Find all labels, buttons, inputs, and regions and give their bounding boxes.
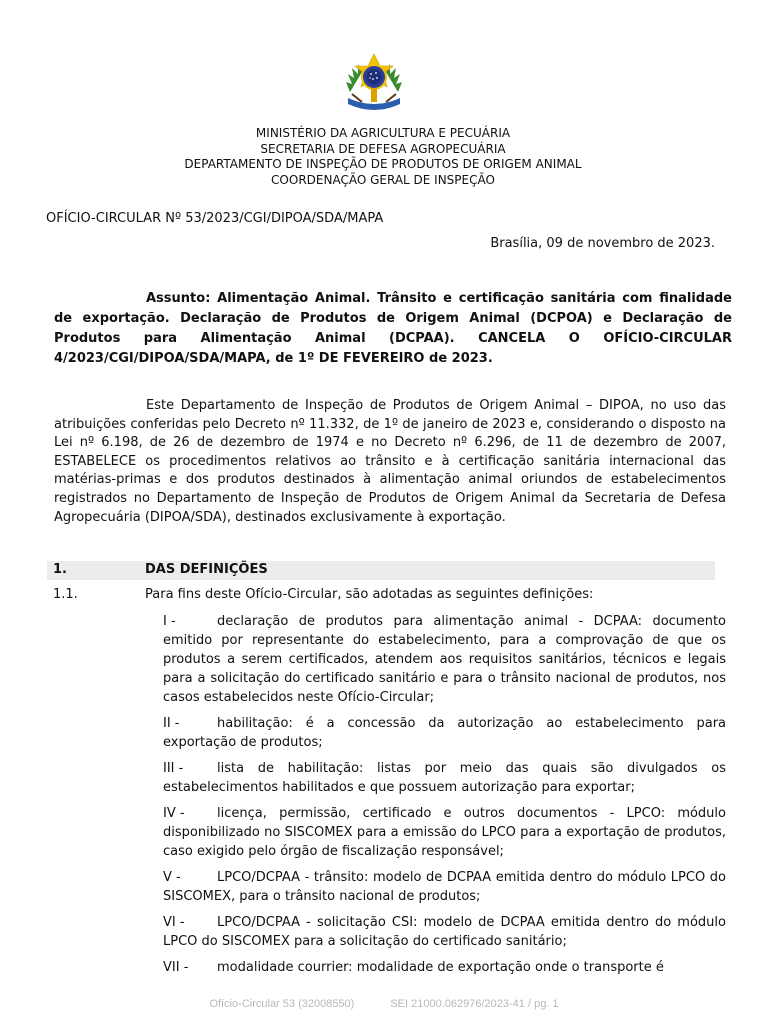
section-number: 1. [53,562,67,577]
secretariat-name: SECRETARIA DE DEFESA AGROPECUÁRIA [260,141,506,156]
definition-text: lista de habilitação: listas por meio das quais são divulgados os estabelecimentos habilitados e que possuem autorização para exportar; [163,761,726,795]
subject-text: : Alimentação Animal. Trânsito e certificação sanitária com finalidade de exportação. Declaração de Produtos de Origem Animal (DCPOA) e Declaração de Produtos para Alimentação Animal (DCPAA). CANCELA O OFÍCIO-CIRCULAR 4/2023/CGI/DIPOA/SDA/MAPA, de 1º DE FEVEREIRO de 2023. [54,291,732,366]
page-footer [0,998,768,1010]
definition-text: licença, permissão, certificado e outros documentos - LPCO: módulo disponibilizado no SISCOMEX para a emissão do LPCO para a exportação de produtos, caso exigido pelo órgão de fiscalização responsável; [163,806,726,859]
definition-item [163,958,726,977]
intro-paragraph [54,397,726,527]
definition-item [163,804,726,861]
document-header [150,126,616,188]
clause-text: Para fins deste Ofício-Circular, são adotadas as seguintes definições: [145,587,594,602]
clause-number: 1.1. [53,587,78,602]
definition-numeral: VII - [163,960,189,975]
definitions-list [163,612,726,984]
coordination-name: COORDENAÇÃO GERAL DE INSPEÇÃO [271,172,495,187]
department-name: DEPARTAMENTO DE INSPEÇÃO DE PRODUTOS DE ORIGEM ANIMAL [184,157,582,171]
definition-numeral: V - [163,870,181,885]
definition-numeral: VI - [163,915,185,930]
ministry-name: MINISTÉRIO DA AGRICULTURA E PECUÁRIA [255,126,511,140]
subject-label: Assunto [146,291,206,306]
date-line: Brasília, 09 de novembro de 2023. [490,236,715,251]
definition-numeral: III - [163,761,184,776]
subject-paragraph [54,289,732,369]
definition-text: LPCO/DCPAA - solicitação CSI: modelo de DCPAA emitida dentro do módulo LPCO do SISCOMEX para a solicitação do certificado sanitário; [163,915,726,949]
definition-text: LPCO/DCPAA - trânsito: modelo de DCPAA emitida dentro do módulo LPCO do SISCOMEX, para o trânsito nacional de produtos; [163,870,726,904]
definition-text: modalidade courrier: modalidade de exportação onde o transporte é [217,960,664,975]
definition-text: declaração de produtos para alimentação animal - DCPAA: documento emitido por representante do estabelecimento, para a comprovação de que os produtos a serem certificados, atendem aos requisitos sanitários, técnicos e legais para a solicitação do certificado sanitário e para o trânsito nacional de produtos, nos casos estabelecidos neste Ofício-Circular; [163,614,726,705]
section-heading [47,561,715,580]
definition-item [163,913,726,951]
intro-text: Este Departamento de Inspeção de Produtos de Origem Animal – DIPOA, no uso das atribuições conferidas pelo Decreto nº 11.332, de 1º de janeiro de 2023 e, considerando o disposto na Lei nº 6.198, de 26 de dezembro de 1974 e no Decreto nº 6.296, de 11 de dezembro de 2007, ESTABELECE os procedimentos relativos ao trânsito e à certificação sanitária internacional das matérias-primas e dos produtos destinados à alimentação animal oriundos de estabelecimentos registrados no Departamento de Inspeção de Produtos de Origem Animal da Secretaria de Defesa Agropecuária (DIPOA/SDA), destinados exclusivamente à exportação. [54,398,726,525]
definition-numeral: II - [163,716,180,731]
definition-text: habilitação: é a concessão da autorização ao estabelecimento para exportação de produtos; [163,716,726,750]
definition-item [163,868,726,906]
definition-numeral: IV - [163,806,185,821]
definition-item [163,714,726,752]
section-title: DAS DEFINIÇÕES [145,562,268,577]
footer-document-id: Ofício-Circular 53 (32008550) [209,998,355,1010]
oficio-number: OFÍCIO-CIRCULAR Nº 53/2023/CGI/DIPOA/SDA/MAPA [46,211,384,226]
definition-numeral: I - [163,614,176,629]
brazil-coat-of-arms-icon [342,52,406,118]
definition-item [163,612,726,707]
definition-item [163,759,726,797]
footer-sei-reference: SEI 21000.062976/2023-41 / pg. 1 [390,998,559,1010]
